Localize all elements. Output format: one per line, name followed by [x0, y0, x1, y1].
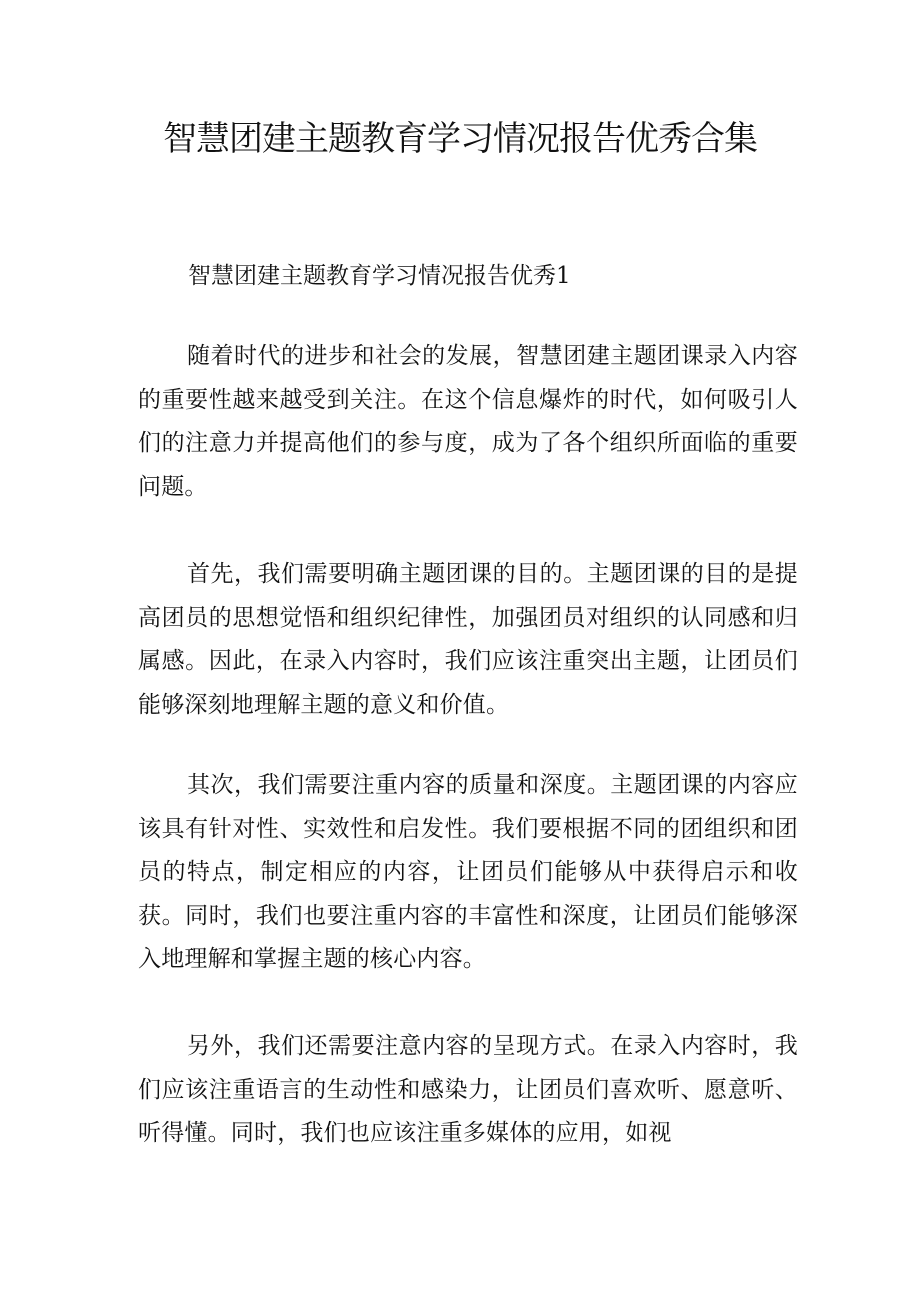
paragraph-1: 随着时代的进步和社会的发展，智慧团建主题团课录入内容的重要性越来越受到关注。在这个信息爆炸的时代，如何吸引人们的注意力并提高他们的参与度，成为了各个组织所面临的重要问题。: [138, 343, 798, 500]
paragraph-4: 另外，我们还需要注意内容的呈现方式。在录入内容时，我们应该注重语言的生动性和感染力，让团员们喜欢听、愿意听、听得懂。同时，我们也应该注重多媒体的应用，如视: [138, 1033, 798, 1146]
section-heading: 智慧团建主题教育学习情况报告优秀1: [188, 263, 571, 289]
paragraph-3: 其次，我们需要注重内容的质量和深度。主题团课的内容应该具有针对性、实效性和启发性。我们要根据不同的团组织和团员的特点，制定相应的内容，让团员们能够从中获得启示和收获。同时，我们也要注重内容的丰富性和深度，让团员们能够深入地理解和掌握主题的核心内容。: [138, 772, 798, 972]
paragraph-2: 首先，我们需要明确主题团课的目的。主题团课的目的是提高团员的思想觉悟和组织纪律性，加强团员对组织的认同感和归属感。因此，在录入内容时，我们应该注重突出主题，让团员们能够深刻地理解主题的意义和价值。: [138, 561, 798, 718]
document-title: 智慧团建主题教育学习情况报告优秀合集: [163, 119, 757, 159]
